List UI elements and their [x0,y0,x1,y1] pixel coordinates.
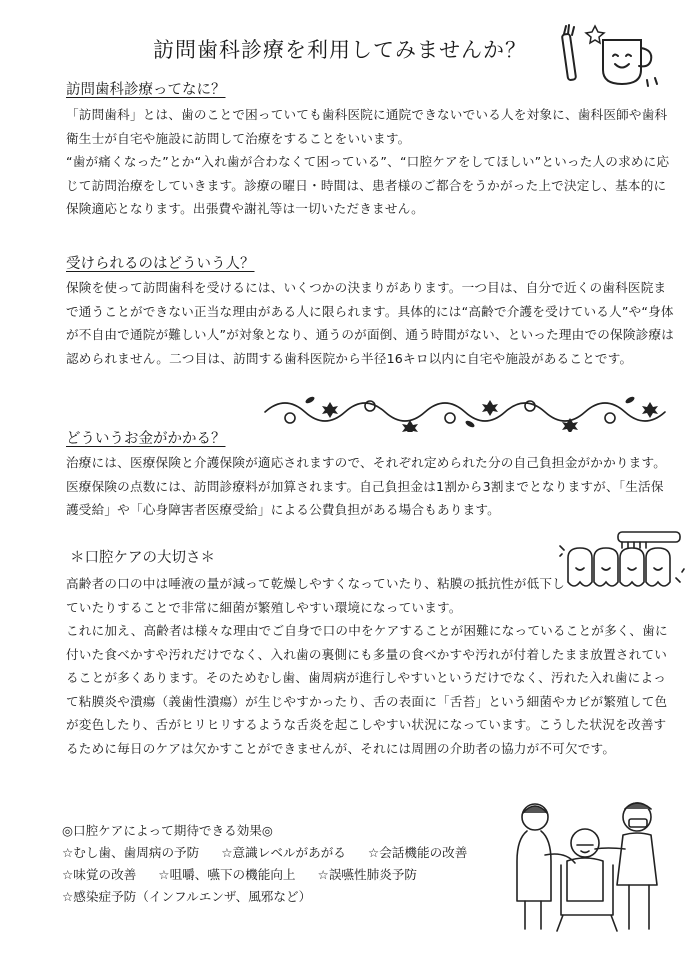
effect-item: ☆味覚の改善 [62,867,137,882]
effect-item: ☆感染症予防（インフルエンザ、風邪など） [62,889,312,904]
paragraph: これに加え、高齢者は様々な理由でご自身で口の中をケアすることが困難になっていることが多く、歯に付いた食べかすや汚れだけでなく、入れ歯の裏側にも多量の食べかすや汚れが付着したまま放置されていることが多くあります。そのためむし歯、歯周病が進行しやすいというだけでなく、汚れた入れ歯によって粘膜炎や潰瘍（義歯性潰瘍）が生じやすかったり、舌の表面に「舌苔」という細菌やカビが繁殖して色が変色したり、舌がヒリヒリするような舌炎を起こしやすい状況になっています。こうした状況を改善するために毎日のケアは欠かすことができませんが、それには周囲の介助者の協力が不可欠です。 [66,623,668,756]
page-title: 訪問歯科診療を利用してみませんか？ [153,38,527,62]
paragraph: 「訪問歯科」とは、歯のことで困っていても歯科医院に通院できないでいる人を対象に、歯科医師や歯科衛生士が自宅や施設に訪問して治療をすることをいいます。 [66,107,668,146]
paragraph: “歯が痛くなった”とか“入れ歯が合わなくて困っている”、“口腔ケアをしてほしい”といった人の求めに応じて訪問治療をしていきます。診療の曜日・時間は、患者様のご都合をうかがった上で決定し、基本的に保険適応となります。出張費や謝礼等は一切いただきません。 [66,154,670,216]
effect-item: ☆誤嚥性肺炎予防 [317,867,417,882]
effects-row [62,842,485,864]
paragraph: 保険を使って訪問歯科を受けるには、いくつかの決まりがあります。一つ目は、自分で近くの歯科医院まで通うことができない正当な理由がある人に限られます。具体的には“高齢で介護を受けている人”や“身体が不自由で通院が難しい人”が対象となり、通うのが面倒、通う時間がない、といった理由での保険診療は認められません。二つ目は、訪問する歯科医院から半径16キロ以内に自宅や施設があることです。 [66,280,675,366]
effect-item: ☆会話機能の改善 [367,845,468,860]
effects-row [62,886,485,908]
section-heading-costs: どういうお金がかかる？ [66,431,226,447]
section-body-oral-care-1 [66,572,566,619]
paragraph: 高齢者の口の中は唾液の量が減って乾燥しやすくなっていたり、粘膜の抵抗性が低下していたりすることで非常に細菌が繁殖しやすい環境になっています。 [66,576,565,615]
section-body-what-is [66,103,676,221]
caregiver-dentist-illustration [505,795,675,935]
section-heading-eligibility: 受けられるのはどういう人？ [66,256,255,272]
effect-item: ☆咀嚼、嚥下の機能向上 [158,867,296,882]
floral-vine-divider [255,392,685,432]
effects-list [62,820,485,908]
paragraph: 治療には、医療保険と介護保険が適応されますので、それぞれ定められた分の自己負担金がかかります。医療保険の点数には、訪問診療料が加算されます。自己負担金は1割から3割までとなりますが、「生活保護受給」や「心身障害者医療受給」による公費負担がある場合もあります。 [66,455,667,517]
effects-row [62,864,485,886]
section-body-oral-care-2 [66,619,676,760]
effect-item: ☆意識レベルがあがる [221,845,346,860]
section-body-eligibility [66,276,676,370]
teeth-toothbrush-illustration [558,528,688,598]
toothbrush-cup-icon [555,20,665,90]
effect-item: ☆むし歯、歯周病の予防 [62,845,200,860]
section-body-costs [66,451,676,522]
effects-heading: ◎口腔ケアによって期待できる効果◎ [62,823,273,838]
section-heading-what-is: 訪問歯科診療ってなに？ [66,82,226,98]
section-heading-oral-care: ＊口腔ケアの大切さ＊ [70,550,215,566]
